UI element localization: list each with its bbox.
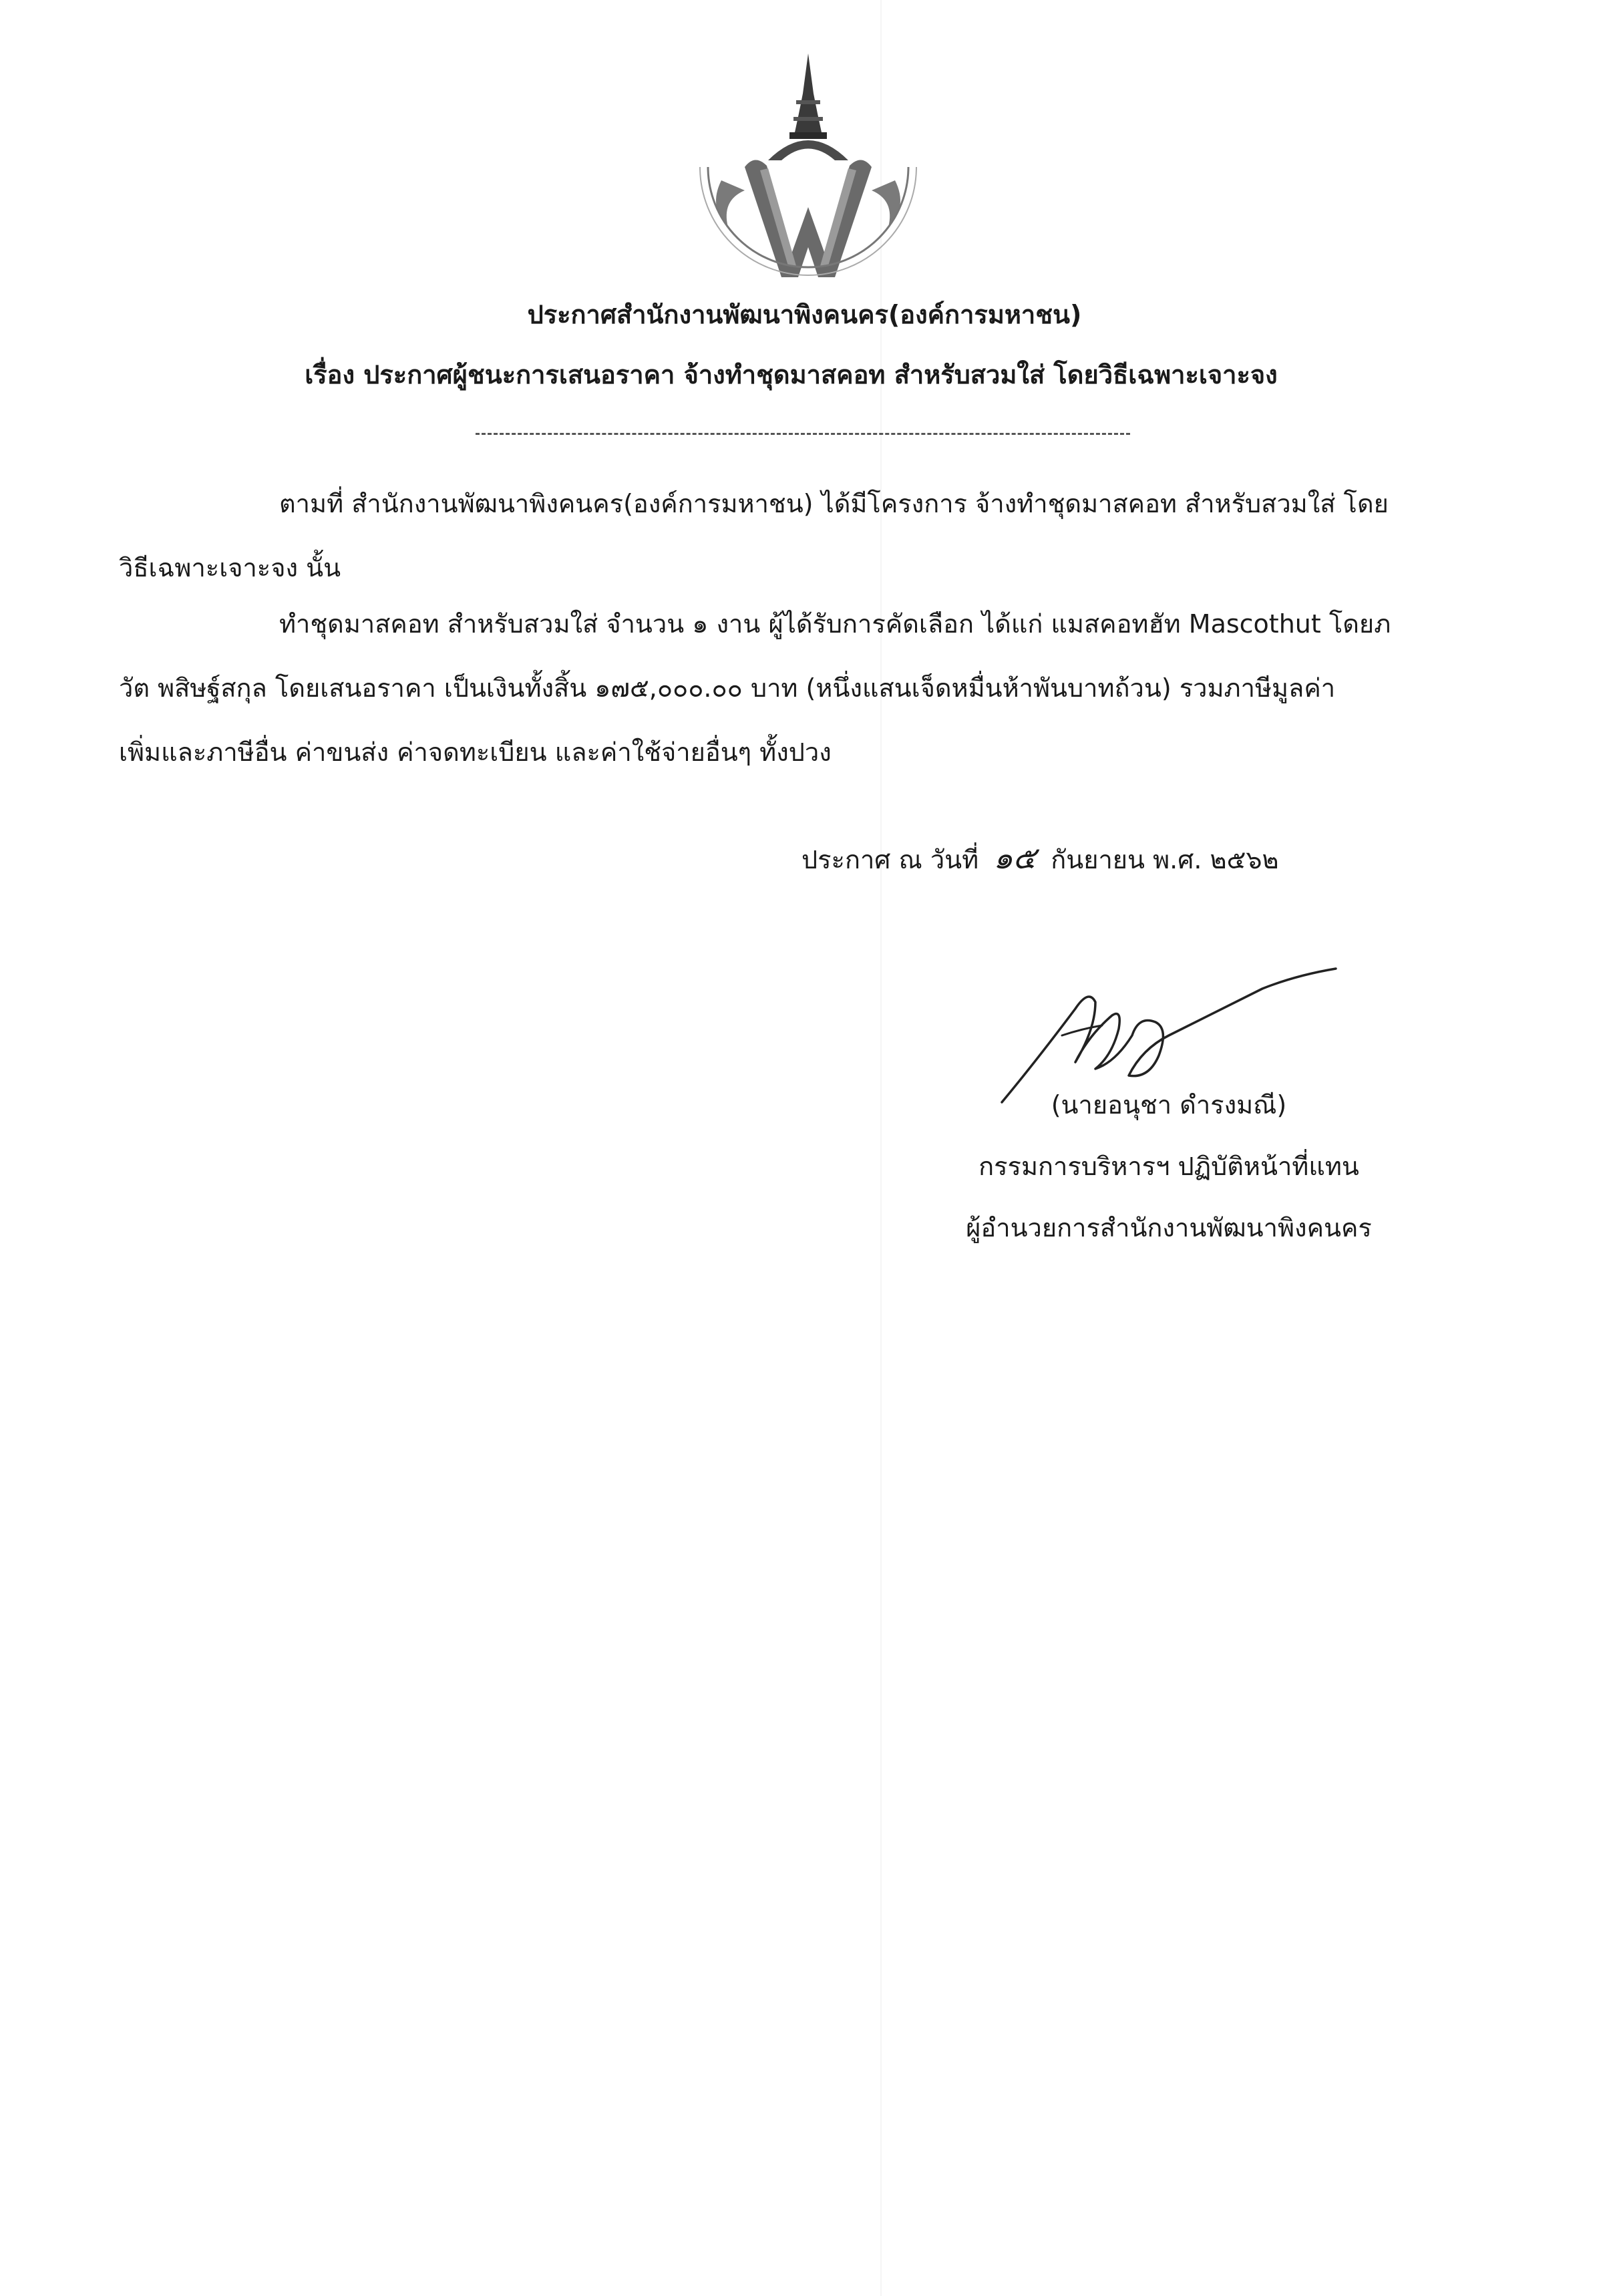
date-day-handwritten: ๑๕ (993, 840, 1037, 876)
dashed-divider (476, 433, 1130, 435)
paragraph-1-line-2: วิธีเฉพาะเจาะจง นั้น (119, 553, 341, 583)
announcement-title: ประกาศสำนักงานพัฒนาพิงคนคร(องค์การมหาชน) (527, 300, 1082, 329)
scan-fold-line (880, 0, 882, 2296)
body-paragraph-1 (119, 472, 1468, 600)
signatory-block (895, 1074, 1443, 1259)
signatory-position-1: กรรมการบริหารฯ ปฏิบัติหน้าที่แทน (978, 1152, 1359, 1181)
paragraph-2-line-1: ทำชุดมาสคอท สำหรับสวมใส่ จำนวน ๑ งาน ผู้ได้รับการคัดเลือก ได้แก่ แมสคอทฮัท Mascothut โดยภ (279, 609, 1391, 639)
signatory-position-2: ผู้อำนวยการสำนักงานพัฒนาพิงคนคร (966, 1213, 1372, 1243)
paragraph-1-line-1: ตามที่ สำนักงานพัฒนาพิงคนคร(องค์การมหาชน) ได้มีโครงการ จ้างทำชุดมาสคอท สำหรับสวมใส่ โดย (279, 489, 1389, 518)
announcement-date (801, 834, 1279, 882)
announcement-subject: เรื่อง ประกาศผู้ชนะการเสนอราคา จ้างทำชุดมาสคอท สำหรับสวมใส่ โดยวิธีเฉพาะเจาะจง (305, 360, 1278, 389)
paragraph-2-line-3: เพิ่มและภาษีอื่น ค่าขนส่ง ค่าจดทะเบียน และค่าใช้จ่ายอื่นๆ ทั้งปวง (119, 737, 832, 767)
paragraph-2-line-2: วัต พสิษฐ์สกุล โดยเสนอราคา เป็นเงินทั้งสิ้น ๑๗๕,๐๐๐.๐๐ บาท (หนึ่งแสนเจ็ดหมื่นห้าพันบาทถ้วน) รวมภาษีมูลค่า (119, 673, 1336, 703)
pdpa-emblem-icon (681, 53, 935, 294)
date-month-year: กันยายน พ.ศ. ๒๕๖๒ (1051, 845, 1279, 874)
date-prefix: ประกาศ ณ วันที่ (801, 845, 979, 874)
body-paragraph-2 (119, 592, 1468, 784)
signatory-name: (นายอนุชา ดำรงมณี) (1051, 1090, 1287, 1120)
